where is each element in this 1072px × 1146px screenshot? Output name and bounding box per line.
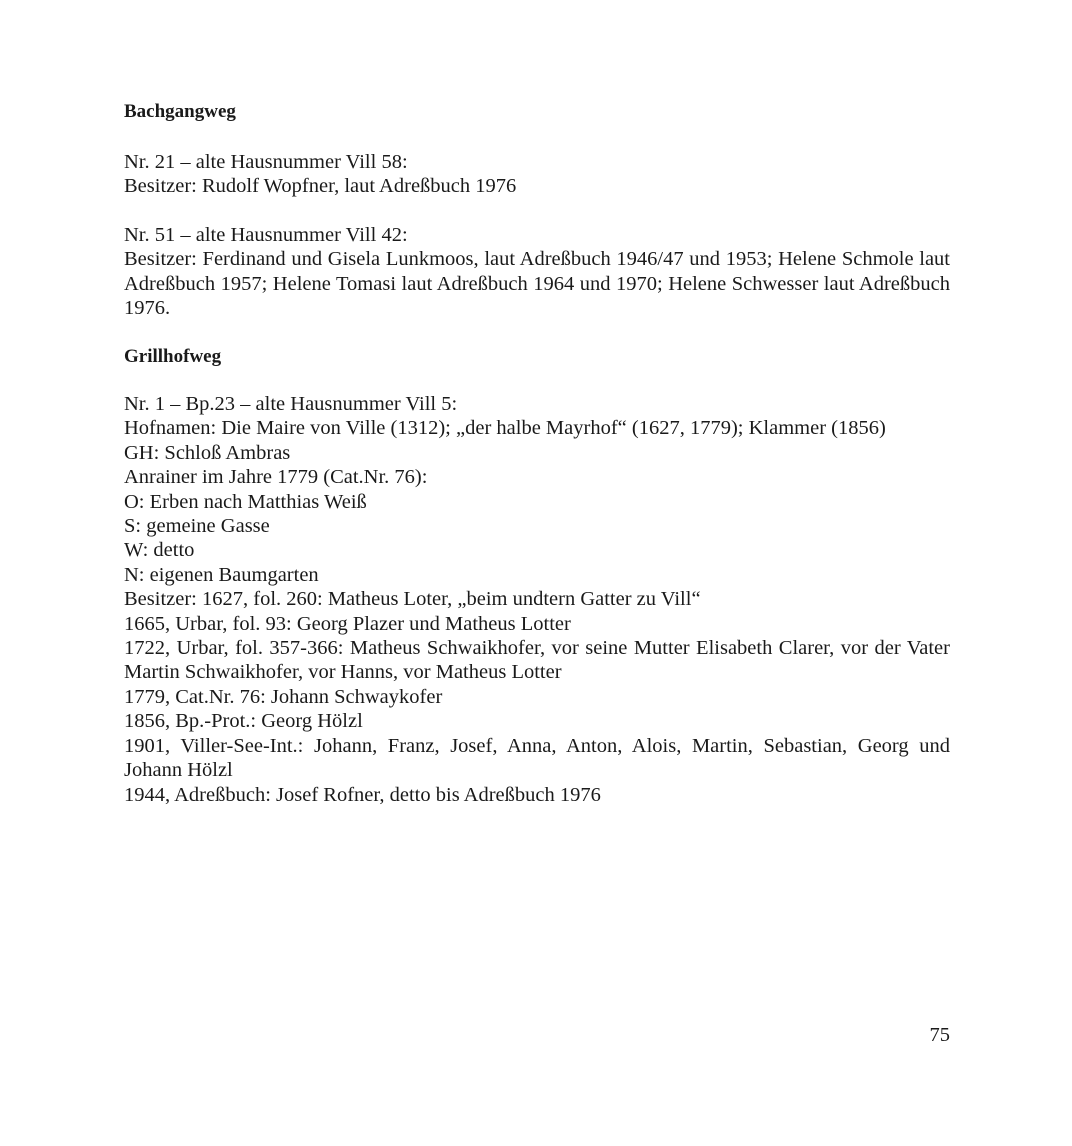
document-page [124,0,950,1146]
entry-bachgangweg-21 [124,150,950,199]
entry-title: Nr. 21 – alte Hausnummer Vill 58: [124,151,408,173]
history-line: 1856, Bp.-Prot.: Georg Hölzl [124,710,363,733]
entry-title: Nr. 51 – alte Hausnummer Vill 42: [124,224,408,246]
neighbor-south: S: gemeine Gasse [124,515,270,538]
entry-bachgangweg-51 [124,223,950,321]
history-line: 1901, Viller-See-Int.: Johann, Franz, Josef, Anna, Anton, Alois, Martin, Sebastian, Georg und Johann Hölzl [124,734,950,782]
history-line: 1665, Urbar, fol. 93: Georg Plazer und Matheus Lotter [124,612,571,635]
history-line: 1944, Adreßbuch: Josef Rofner, detto bis Adreßbuch 1976 [124,783,601,806]
entry-grillhofweg-1 [124,392,950,807]
section-heading-grillhofweg: Grillhofweg [124,346,222,367]
entry-owner: Besitzer: Ferdinand und Gisela Lunkmoos, laut Adreßbuch 1946/47 und 1953; Helene Schmole laut Adreßbuch 1957; Helene Tomasi laut Adreßbuch 1964 und 1970; Helene Schwesser laut Adreßbuch 1976. [124,248,950,320]
history-line: Besitzer: 1627, fol. 260: Matheus Loter, „beim undtern Gatter zu Vill“ [124,588,701,611]
neighbors-intro: Anrainer im Jahre 1779 (Cat.Nr. 76): [124,466,428,489]
history-line: 1779, Cat.Nr. 76: Johann Schwaykofer [124,685,443,708]
entry-hofnamen: Hofnamen: Die Maire von Ville (1312); „der halbe Mayrhof“ (1627, 1779); Klammer (1856) [124,417,886,440]
entry-gh: GH: Schloß Ambras [124,441,291,464]
history-line: 1722, Urbar, fol. 357-366: Matheus Schwaikhofer, vor seine Mutter Elisabeth Clarer, vor der Vater Martin Schwaikhofer, vor Hanns, vor Matheus Lotter [124,637,950,684]
neighbor-east: O: Erben nach Matthias Weiß [124,490,367,513]
entry-title: Nr. 1 – Bp.23 – alte Hausnummer Vill 5: [124,393,458,415]
entry-owner: Besitzer: Rudolf Wopfner, laut Adreßbuch 1976 [124,175,517,198]
neighbor-west: W: detto [124,539,195,562]
section-heading-bachgangweg: Bachgangweg [124,101,236,122]
neighbor-north: N: eigenen Baumgarten [124,563,319,586]
page-number: 75 [929,1024,950,1046]
